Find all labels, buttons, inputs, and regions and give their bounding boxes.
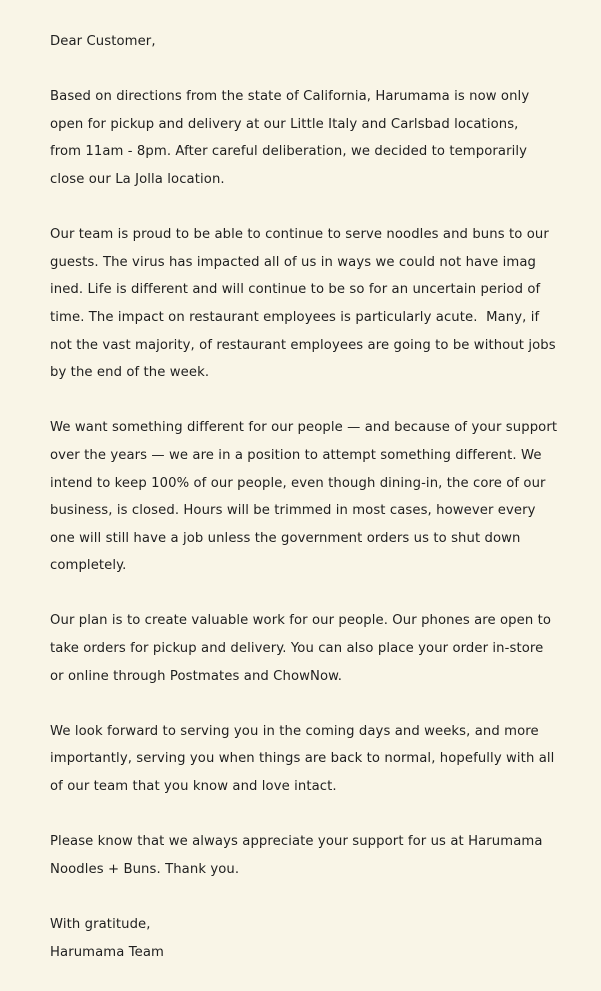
closing: With gratitude, [50, 917, 151, 932]
paragraph-line: by the end of the week. [50, 365, 210, 381]
greeting: Dear Customer, [50, 34, 156, 49]
paragraph-gap [50, 194, 601, 222]
paragraph-team-impact [50, 221, 601, 387]
paragraph-line: completely. [50, 558, 127, 574]
paragraph-ordering [50, 607, 601, 690]
paragraph-line: business, is closed. Hours will be trimmed in most cases, however every [50, 503, 536, 519]
paragraph-gap [50, 56, 601, 84]
paragraph-line: Our team is proud to be able to continue to serve noodles and buns to our [50, 227, 549, 243]
paragraph-gap [50, 580, 601, 608]
paragraph-line: of our team that you know and love intact. [50, 779, 337, 795]
paragraph-line: take orders for pickup and delivery. You can also place your order in-store [50, 641, 544, 657]
paragraph-line: one will still have a job unless the government orders us to shut down [50, 530, 521, 546]
paragraph-line: guests. The virus has impacted all of us in ways we could not have imag [50, 254, 536, 270]
paragraph-gap [50, 690, 601, 718]
paragraph-gap [50, 801, 601, 829]
paragraph-line: not the vast majority, of restaurant employees are going to be without jobs [50, 337, 556, 353]
paragraph-line: ined. Life is different and will continue to be so for an uncertain period of [50, 282, 541, 298]
paragraph-line: importantly, serving you when things are back to normal, hopefully with all [50, 751, 555, 767]
paragraph-gap [50, 883, 601, 911]
paragraph-line: Based on directions from the state of California, Harumama is now only [50, 89, 530, 105]
paragraph-line: intend to keep 100% of our people, even though dining-in, the core of our [50, 475, 546, 491]
paragraph-line: over the years — we are in a position to attempt something different. We [50, 447, 542, 463]
paragraph-line: Please know that we always appreciate your support for us at Harumama [50, 834, 543, 850]
paragraph-line: We want something different for our people — and because of your support [50, 420, 558, 436]
paragraph-line: close our La Jolla location. [50, 171, 225, 187]
paragraph-line: We look forward to serving you in the coming days and weeks, and more [50, 723, 539, 739]
paragraph-line: Our plan is to create valuable work for our people. Our phones are open to [50, 613, 552, 629]
paragraph-line: open for pickup and delivery at our Little Italy and Carlsbad locations, [50, 116, 519, 132]
paragraph-line: or online through Postmates and ChowNow. [50, 668, 343, 684]
paragraph-line: time. The impact on restaurant employees is particularly acute. Many, if [50, 309, 540, 325]
paragraph-thanks [50, 828, 601, 883]
paragraph-line: from 11am - 8pm. After careful deliberation, we decided to temporarily [50, 144, 528, 160]
paragraph-keep-people [50, 414, 601, 580]
signature: Harumama Team [50, 944, 164, 960]
paragraph-line: Noodles + Buns. Thank you. [50, 861, 240, 877]
paragraph-looking-forward [50, 718, 601, 801]
paragraph-locations [50, 83, 601, 193]
paragraph-gap [50, 387, 601, 415]
